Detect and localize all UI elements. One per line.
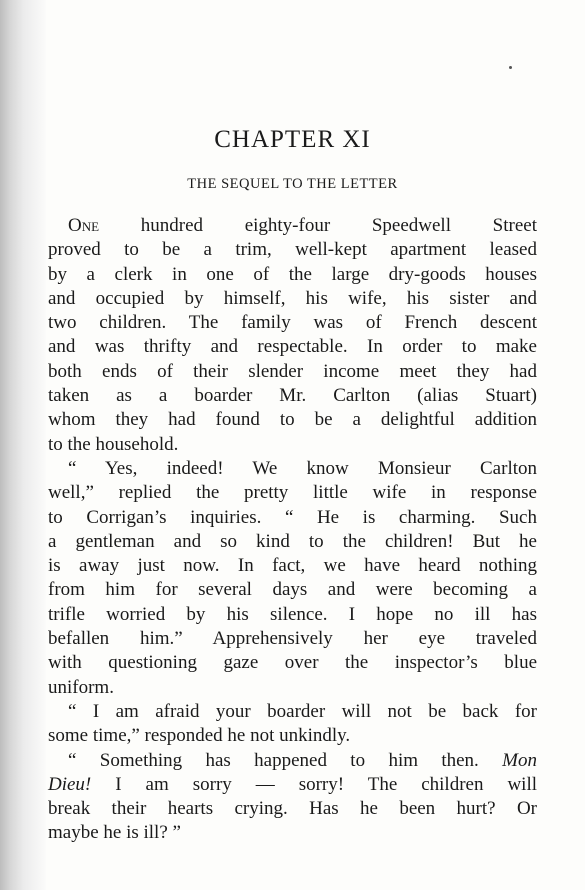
- text-line: maybe he is ill? ”: [48, 822, 181, 844]
- paper-speck: [509, 66, 512, 69]
- text-line: well,” replied the pretty little wife in response: [48, 482, 537, 504]
- text-line: to Corrigan’s inquiries. “ He is charming. Such: [48, 506, 537, 528]
- text-line: whom they had found to be a delightful addition: [48, 409, 537, 431]
- text-line: to the household.: [48, 433, 179, 455]
- chapter-subtitle: THE SEQUEL TO THE LETTER: [187, 176, 398, 192]
- text-line: with questioning gaze over the inspector’s blue: [48, 652, 537, 674]
- chapter-body: [48, 214, 537, 846]
- text-line: “ Yes, indeed! We know Monsieur Carlton: [68, 457, 537, 479]
- text-line: taken as a boarder Mr. Carlton (alias Stuart): [48, 385, 537, 407]
- text-line: “ I am afraid your boarder will not be back for: [68, 700, 537, 722]
- text-line: and was thrifty and respectable. In order to make: [48, 336, 537, 358]
- text-line: One hundred eighty-four Speedwell Street: [68, 215, 537, 236]
- text-line: from him for several days and were becoming a: [48, 579, 537, 601]
- text-line: is away just now. In fact, we have heard nothing: [48, 555, 537, 577]
- text-line: two children. The family was of French descent: [48, 312, 537, 334]
- drop-word: One: [68, 215, 100, 236]
- text-line: break their hearts crying. Has he been hurt? Or: [48, 798, 537, 820]
- text-line: “ Something has happened to him then. Mon: [68, 749, 537, 771]
- italic-phrase: Dieu!: [48, 773, 92, 795]
- text-line: and occupied by himself, his wife, his sister and: [48, 287, 537, 309]
- text-line: Dieu! I am sorry — sorry! The children will: [48, 773, 537, 795]
- text-line: a gentleman and so kind to the children! But he: [48, 530, 537, 552]
- text-line: uniform.: [48, 676, 114, 698]
- chapter-title: CHAPTER XI: [214, 126, 371, 153]
- text-line: trifle worried by his silence. I hope no ill has: [48, 603, 537, 625]
- italic-phrase: Mon: [502, 749, 537, 771]
- text-line: both ends of their slender income meet they had: [48, 360, 537, 382]
- text-line: some time,” responded he not unkindly.: [48, 725, 351, 747]
- text-line: by a clerk in one of the large dry-goods houses: [48, 263, 537, 285]
- text-line: proved to be a trim, well-kept apartment leased: [48, 239, 537, 261]
- text-line: befallen him.” Apprehensively her eye traveled: [48, 628, 537, 650]
